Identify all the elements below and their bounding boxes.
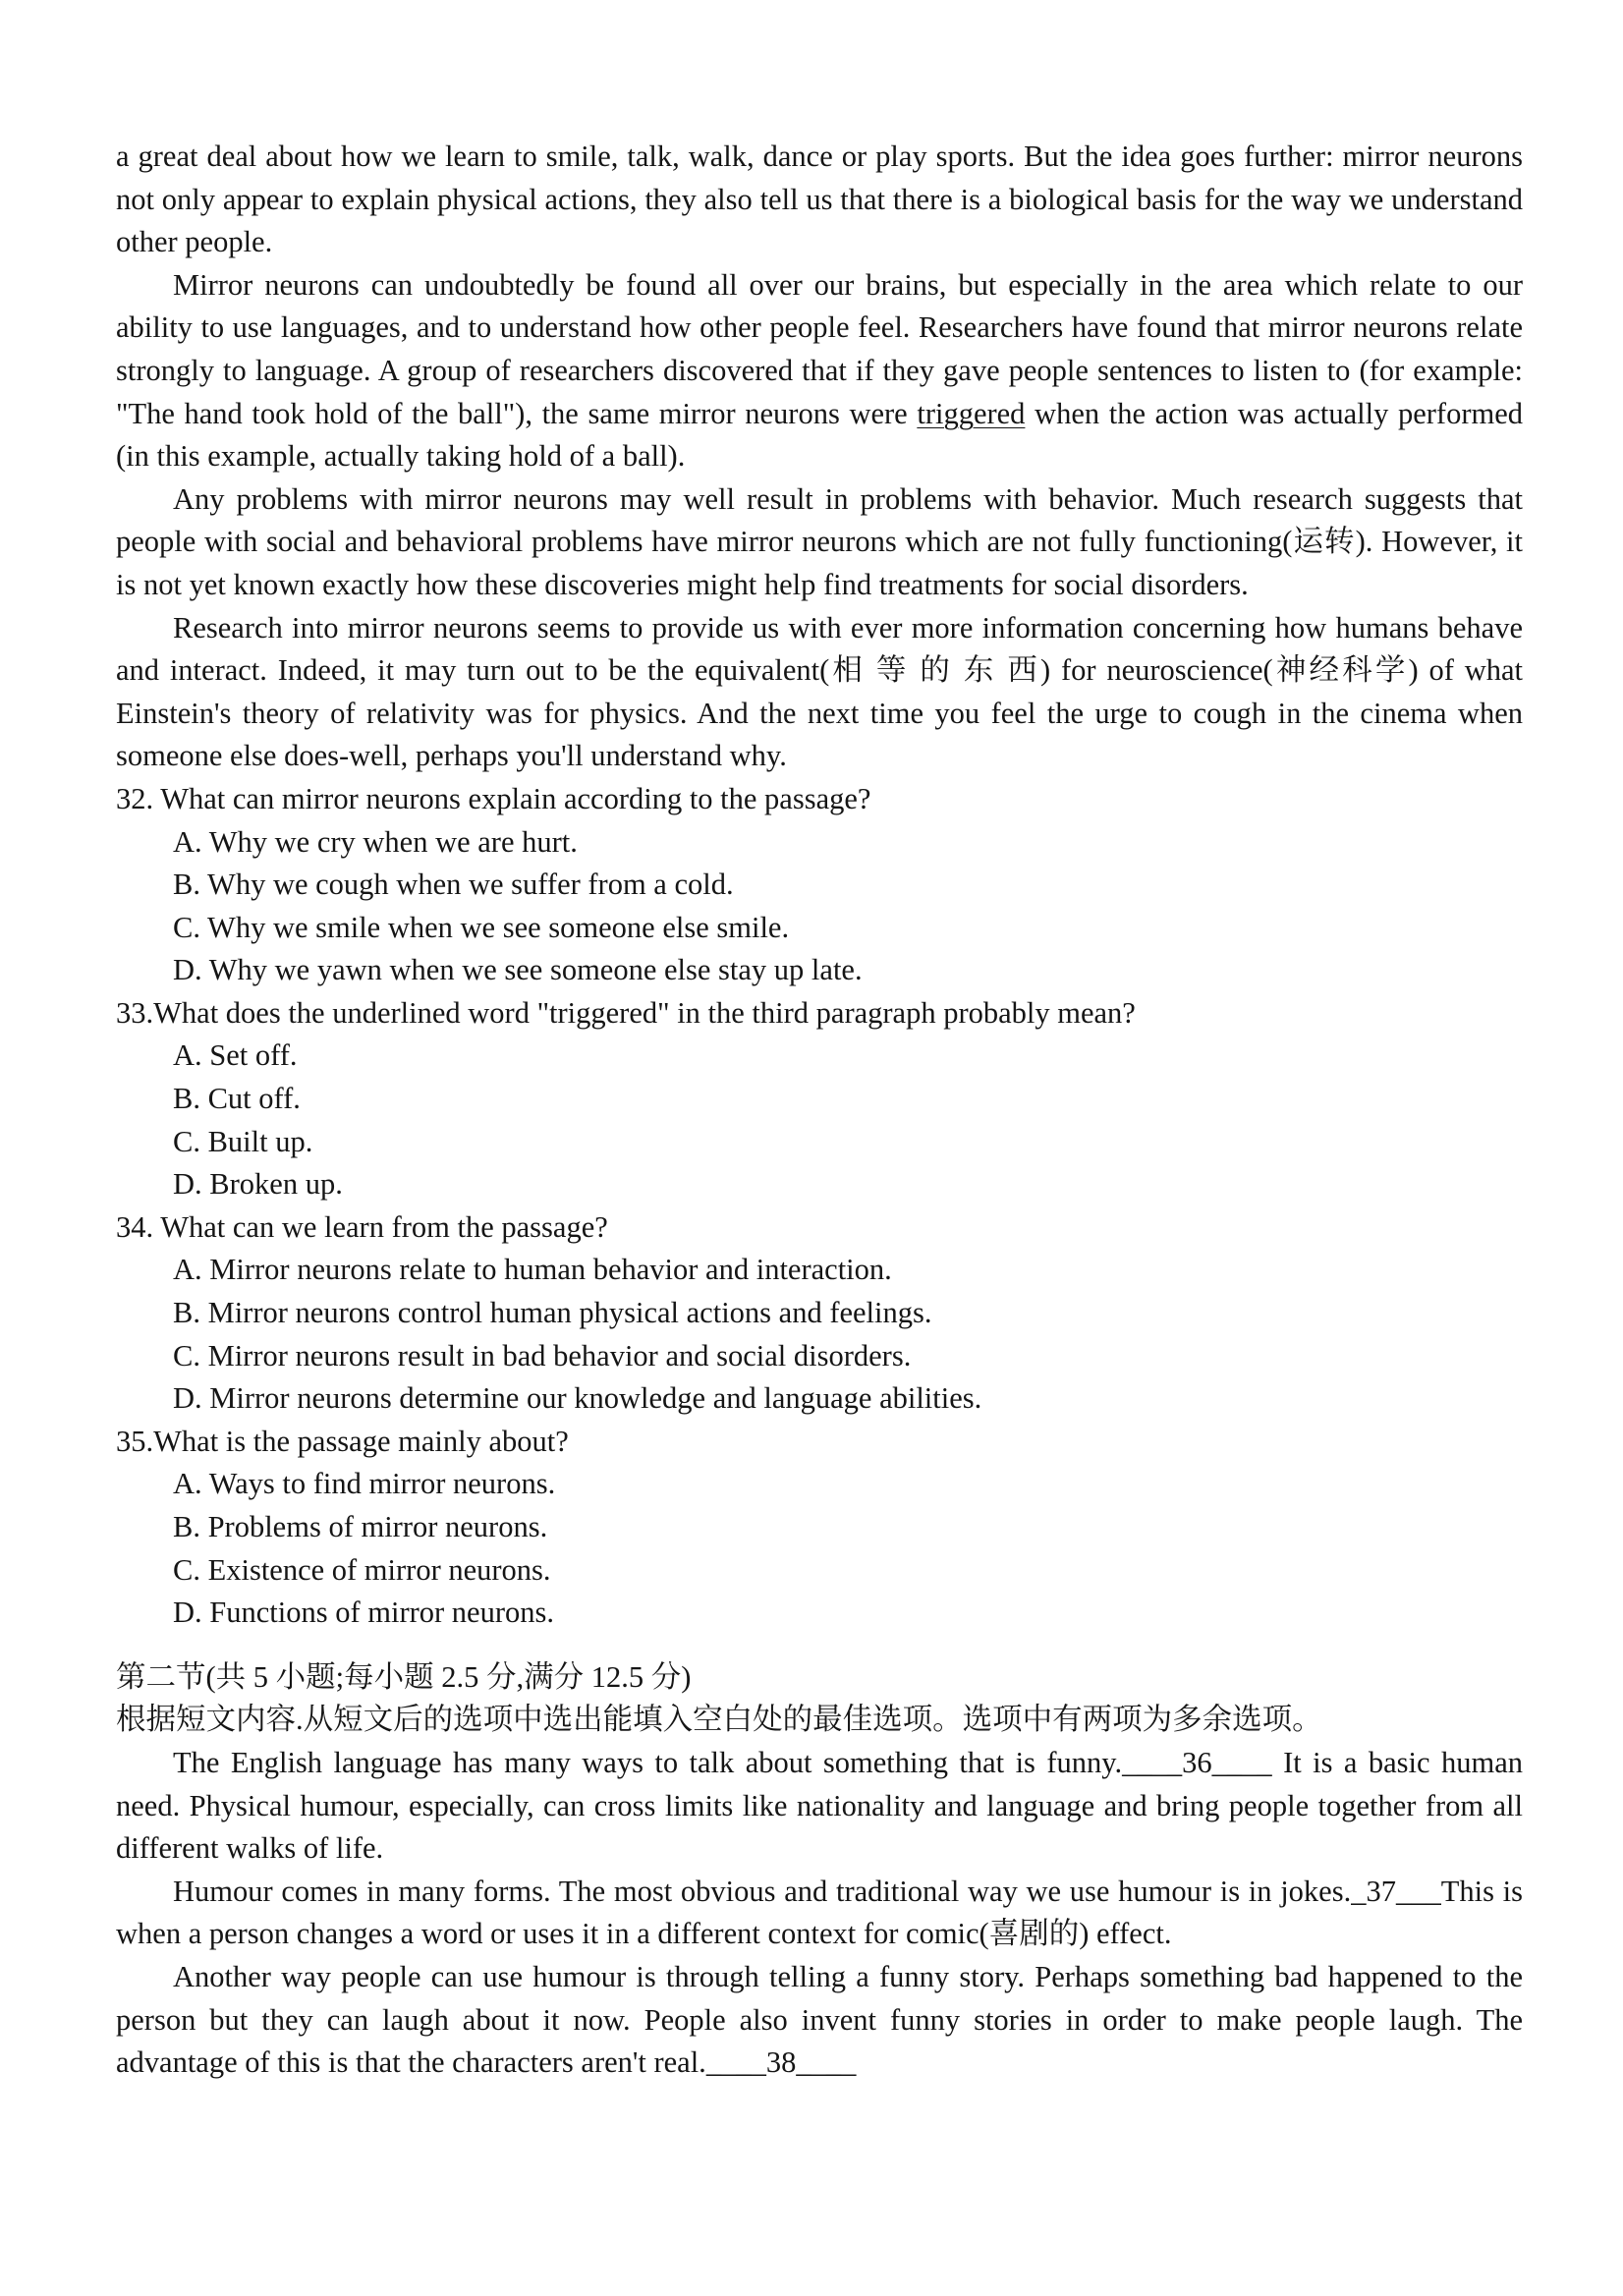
question-33-option-a: A. Set off. [173,1038,298,1073]
section-2-p3-before: Another way people can use humour is through telling a funny story. Perhaps something bad happened to the person but they can laugh about it now. People also invent funny stories in order to make people laugh. The advantage of this is that the characters aren't real. [116,1959,1523,2080]
paragraph-2-text-before: Mirror neurons can undoubtedly be found all over our brains, but especially in the area which relate to our ability to use languages, and to understand how other people feel. Researchers have found that mirror neurons relate strongly to language. A group of researchers discovered that if they gave people sentences to listen to (for example: "The hand took hold of the ball"), the same mirror neurons were [116,267,1523,430]
question-35-option-b: B. Problems of mirror neurons. [173,1510,548,1543]
question-34-stem: 34. What can we learn from the passage? [116,1209,608,1244]
question-33-stem: 33.What does the underlined word "triggered" in the third paragraph probably mean? [116,995,1136,1030]
paragraph-2-text-after: when the action was actually performed (in this example, actually taking hold of a ball). [116,396,1523,474]
passage-paragraph-2 [116,264,1523,478]
blank-37: _37___ [1351,1874,1441,1908]
question-35-option-c: C. Existence of mirror neurons. [173,1552,551,1587]
section-2-heading: 第二节(共 5 小题;每小题 2.5 分,满分 12.5 分) [116,1659,692,1694]
question-34-option-d: D. Mirror neurons determine our knowledge and language abilities. [173,1381,982,1416]
exam-page [116,136,1523,2085]
question-34-option-b: B. Mirror neurons control human physical actions and feelings. [173,1296,932,1330]
question-34-option-a: A. Mirror neurons relate to human behavior and interaction. [173,1253,892,1287]
question-32-option-b: B. Why we cough when we suffer from a cold. [173,868,734,902]
question-33-option-c: C. Built up. [173,1124,313,1158]
question-32-stem: 32. What can mirror neurons explain according to the passage? [116,781,871,815]
question-32-option-a: A. Why we cry when we are hurt. [173,824,578,859]
passage-paragraph-1: a great deal about how we learn to smile, talk, walk, dance or play sports. But the idea goes further: mirror neurons not only appear to explain physical actions, they also tell us that there is a biological basis for the way we understand other people. [116,140,1523,259]
section-2-p2-after: This is when a person changes a word or uses it in a different context for comic(喜剧的) effect. [116,1874,1523,1951]
section-2-p1-after: It is a basic human need. Physical humour, especially, can cross limits like nationality and language and bring people together from all different walks of life. [116,1745,1523,1866]
section-2-paragraph-3 [116,1956,1523,2085]
question-32-option-c: C. Why we smile when we see someone else smile. [173,910,790,944]
section-2-p1-before: The English language has many ways to talk about something that is funny. [173,1745,1123,1779]
section-spacer [116,1635,1523,1656]
question-33-option-d: D. Broken up. [173,1167,343,1202]
section-2-instruction: 根据短文内容.从短文后的选项中选出能填入空白处的最佳选项。选项中有两项为多余选项。 [116,1703,1322,1737]
underlined-word-triggered: triggered [917,396,1026,430]
question-35-stem: 35.What is the passage mainly about? [116,1424,569,1458]
passage-paragraph-3: Any problems with mirror neurons may well result in problems with behavior. Much research suggests that people with social and behavioral problems have mirror neurons which are not fully functioning(运转). However, it is not yet known exactly how these discoveries might help find treatments for social disorders. [116,481,1523,601]
question-35-option-a: A. Ways to find mirror neurons. [173,1467,556,1501]
blank-38: ____38____ [705,2045,857,2080]
section-2-p2-before: Humour comes in many forms. The most obvious and traditional way we use humour is in jokes. [173,1874,1352,1908]
question-33-option-b: B. Cut off. [173,1082,301,1116]
question-35-option-d: D. Functions of mirror neurons. [173,1596,554,1630]
section-2-paragraph-1 [116,1742,1523,1871]
question-32-option-d: D. Why we yawn when we see someone else stay up late. [173,953,863,987]
passage-paragraph-4: Research into mirror neurons seems to provide us with ever more information concerning how humans behave and interact. Indeed, it may turn out to be the equivalent(相 等 的 东 西) for neuroscience(神经科学) of what Einstein's theory of relativity was for physics. And the next time you feel the urge to cough in the cinema when someone else does-well, perhaps you'll understand why. [116,610,1523,773]
question-34-option-c: C. Mirror neurons result in bad behavior and social disorders. [173,1338,912,1372]
blank-36: ____36____ [1122,1745,1272,1779]
section-2-paragraph-2 [116,1871,1523,1956]
